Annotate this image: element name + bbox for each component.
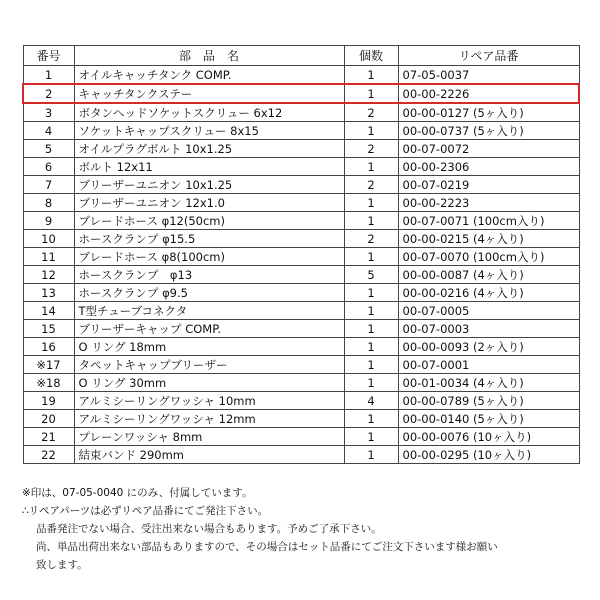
quantity: 2 <box>344 140 398 158</box>
note-line: 致します。 <box>36 559 88 571</box>
table-row <box>23 338 579 356</box>
row-number: 15 <box>23 320 74 338</box>
notes <box>22 484 582 574</box>
quantity: 1 <box>344 212 398 230</box>
part-name: ボタンヘッドソケットスクリュー 6x12 <box>74 103 344 122</box>
table-row <box>23 428 579 446</box>
table-row <box>23 103 579 122</box>
row-number: 14 <box>23 302 74 320</box>
parts-table <box>22 45 580 464</box>
quantity: 1 <box>344 158 398 176</box>
row-number: ※17 <box>23 356 74 374</box>
quantity: 1 <box>344 428 398 446</box>
repair-code: 00-00-2223 <box>398 194 579 212</box>
quantity: 1 <box>344 446 398 464</box>
repair-code: 00-00-0076 (10ヶ入り) <box>398 428 579 446</box>
repair-code: 00-07-0219 <box>398 176 579 194</box>
table-body <box>23 66 579 464</box>
part-name: ホースクランプ φ13 <box>74 266 344 284</box>
row-number: 7 <box>23 176 74 194</box>
repair-code: 00-01-0034 (4ヶ入り) <box>398 374 579 392</box>
row-number: 21 <box>23 428 74 446</box>
repair-code: 00-07-0003 <box>398 320 579 338</box>
row-number: 10 <box>23 230 74 248</box>
header-quantity: 個数 <box>344 46 398 66</box>
row-number: 8 <box>23 194 74 212</box>
repair-code: 00-00-2226 <box>398 84 579 103</box>
quantity: 1 <box>344 374 398 392</box>
quantity: 4 <box>344 392 398 410</box>
quantity: 1 <box>344 84 398 103</box>
table-header-row <box>23 46 579 66</box>
quantity: 2 <box>344 230 398 248</box>
quantity: 1 <box>344 122 398 140</box>
part-name: ブレードホース φ12(50cm) <box>74 212 344 230</box>
quantity: 2 <box>344 103 398 122</box>
note-line: ※印は、07-05-0040 にのみ、付属しています。 <box>22 487 253 499</box>
quantity: 1 <box>344 194 398 212</box>
row-number: 20 <box>23 410 74 428</box>
quantity: 1 <box>344 66 398 85</box>
quantity: 1 <box>344 356 398 374</box>
part-name: O リング 18mm <box>74 338 344 356</box>
part-name: オイルキャッチタンク COMP. <box>74 66 344 85</box>
part-name: オイルプラグボルト 10x1.25 <box>74 140 344 158</box>
repair-code: 00-07-0001 <box>398 356 579 374</box>
row-number: ※18 <box>23 374 74 392</box>
part-name: タペットキャップブリーザー <box>74 356 344 374</box>
header-part-name: 部 品 名 <box>74 46 344 66</box>
row-number: 6 <box>23 158 74 176</box>
table-row <box>23 392 579 410</box>
table-row <box>23 446 579 464</box>
table-row <box>23 158 579 176</box>
table-row <box>23 320 579 338</box>
row-number: 12 <box>23 266 74 284</box>
part-name: ブレードホース φ8(100cm) <box>74 248 344 266</box>
table-row <box>23 356 579 374</box>
note-line: 尚、単品出荷出来ない部品もありますので、その場合はセット品番にてご注文下さいます様お願い <box>36 541 498 553</box>
row-number: 11 <box>23 248 74 266</box>
quantity: 1 <box>344 284 398 302</box>
row-number: 3 <box>23 103 74 122</box>
repair-code: 00-00-0087 (4ヶ入り) <box>398 266 579 284</box>
repair-code: 00-07-0072 <box>398 140 579 158</box>
part-name: アルミシーリングワッシャ 10mm <box>74 392 344 410</box>
note-line: 品番発注でない場合、受注出来ない場合もあります。予めご了承下さい。 <box>36 523 382 535</box>
table-row <box>23 176 579 194</box>
repair-code: 00-07-0005 <box>398 302 579 320</box>
row-number: 13 <box>23 284 74 302</box>
repair-code: 00-00-0216 (4ヶ入り) <box>398 284 579 302</box>
repair-code: 00-00-0789 (5ヶ入り) <box>398 392 579 410</box>
header-number: 番号 <box>23 46 74 66</box>
part-name: ボルト 12x11 <box>74 158 344 176</box>
row-number: 19 <box>23 392 74 410</box>
table-row <box>23 248 579 266</box>
header-repair-code: リペア品番 <box>398 46 579 66</box>
table-row <box>23 374 579 392</box>
part-name: アルミシーリングワッシャ 12mm <box>74 410 344 428</box>
quantity: 5 <box>344 266 398 284</box>
table-row <box>23 230 579 248</box>
quantity: 2 <box>344 176 398 194</box>
quantity: 1 <box>344 410 398 428</box>
part-name: ホースクランプ φ9.5 <box>74 284 344 302</box>
part-name: プレーンワッシャ 8mm <box>74 428 344 446</box>
row-number: 5 <box>23 140 74 158</box>
repair-code: 00-00-0737 (5ヶ入り) <box>398 122 579 140</box>
quantity: 1 <box>344 320 398 338</box>
repair-code: 00-00-0127 (5ヶ入り) <box>398 103 579 122</box>
repair-code: 00-07-0070 (100cm入り) <box>398 248 579 266</box>
row-number: 1 <box>23 66 74 85</box>
row-number: 22 <box>23 446 74 464</box>
table-row <box>23 66 579 85</box>
row-number: 2 <box>23 84 74 103</box>
repair-code: 07-05-0037 <box>398 66 579 85</box>
part-name: 結束バンド 290mm <box>74 446 344 464</box>
table-row <box>23 194 579 212</box>
repair-code: 00-00-0093 (2ヶ入り) <box>398 338 579 356</box>
part-name: T型チューブコネクタ <box>74 302 344 320</box>
repair-code: 00-00-2306 <box>398 158 579 176</box>
quantity: 1 <box>344 302 398 320</box>
quantity: 1 <box>344 338 398 356</box>
quantity: 1 <box>344 248 398 266</box>
table-row <box>23 212 579 230</box>
note-line: ∴リペアパーツは必ずリペア品番にてご発注下さい。 <box>22 505 269 517</box>
part-name: O リング 30mm <box>74 374 344 392</box>
repair-code: 00-00-0215 (4ヶ入り) <box>398 230 579 248</box>
table-row <box>23 266 579 284</box>
repair-code: 00-07-0071 (100cm入り) <box>398 212 579 230</box>
row-number: 9 <box>23 212 74 230</box>
repair-code: 00-00-0140 (5ヶ入り) <box>398 410 579 428</box>
table-row <box>23 302 579 320</box>
table-row <box>23 140 579 158</box>
table-row-highlighted <box>23 84 579 103</box>
row-number: 4 <box>23 122 74 140</box>
row-number: 16 <box>23 338 74 356</box>
part-name: ホースクランプ φ15.5 <box>74 230 344 248</box>
part-name: ブリーザーキャップ COMP. <box>74 320 344 338</box>
part-name: ソケットキャップスクリュー 8x15 <box>74 122 344 140</box>
part-name: ブリーザーユニオン 10x1.25 <box>74 176 344 194</box>
table-row <box>23 284 579 302</box>
repair-code: 00-00-0295 (10ヶ入り) <box>398 446 579 464</box>
table-row <box>23 122 579 140</box>
table-row <box>23 410 579 428</box>
part-name: ブリーザーユニオン 12x1.0 <box>74 194 344 212</box>
part-name: キャッチタンクステー <box>74 84 344 103</box>
